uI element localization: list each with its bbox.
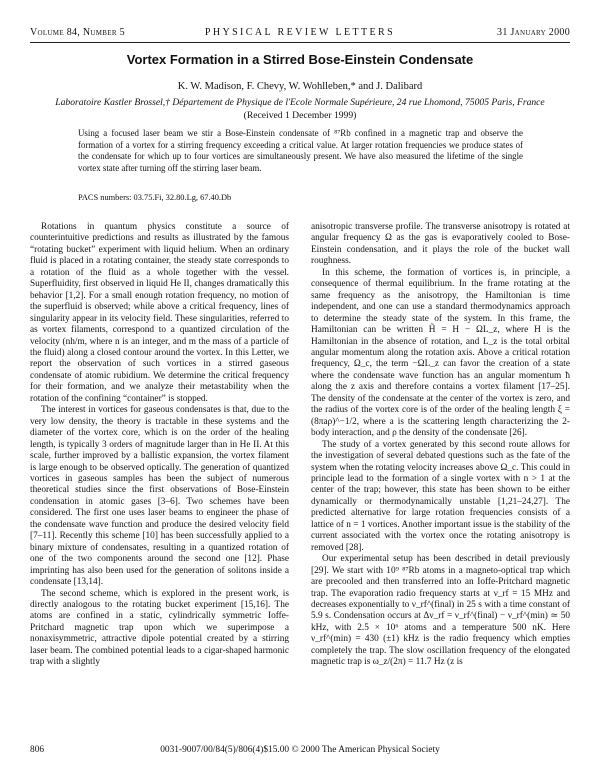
header-rule: [30, 42, 570, 43]
issue-date: 31 January 2000: [497, 27, 570, 38]
received-date: (Received 1 December 1999): [243, 110, 357, 121]
paragraph: The study of a vortex generated by this second route allows for the investigation of several debated questions such as the fate of the system when the rotating velocity increases above Ω_c. This could in principle lead to the formation of a single vortex with n > 1 at the center of the trap; however, this state has been shown to be either dynamically or thermodynamically unstable [1,21–24,27]. The predicted alternative for large rotation frequencies consists of a lattice of n = 1 vortices. Another important issue is the stability of the current associated with the vortex once the rotating anisotropy is removed [28].: [311, 439, 570, 553]
left-column: [30, 222, 289, 669]
paper-title: Vortex Formation in a Stirred Bose-Einstein Condensate: [126, 52, 474, 67]
paragraph: In this scheme, the formation of vortices is, in principle, a consequence of thermal equilibrium. In the frame rotating at the same frequency as the anisotropy, the Hamiltonian is time independent, and one can use a standard thermodynamics approach to determine the steady state of the system. In this frame, the Hamiltonian can be written H̃ = H − ΩL_z, where H is the Hamiltonian in the absence of rotation, and L_z is the total orbital angular momentum along the rotation axis. Above a critical rotation frequency, Ω_c, the term −ΩL_z can favor the creation of a state where the condensate wave function has an angular momentum ħ along the z axis and therefore contains a vortex filament [17–25]. The density of the condensate at the center of the vortex is zero, and the radius of the vortex core is of the order of the healing length ξ = (8πaρ)^−1/2, where a is the scattering length characterizing the 2-body interaction, and ρ the density of the condensate [26].: [311, 267, 570, 439]
paragraph: Our experimental setup has been described in detail previously [29]. We start with 10⁹ ⁸⁷Rb atoms in a magneto-optical trap which are precooled and then transferred into an Ioffe-Pritchard magnetic trap. The evaporation radio frequency starts at ν_rf = 15 MHz and decreases exponentially to ν_rf^(final) in 25 s with a time constant of 5.9 s. Condensation occurs at Δν_rf = ν_rf^(final) − ν_rf^(min) ≃ 50 kHz, with 2.5 × 10⁶ atoms and a temperature 500 nK. Here ν_rf^(min) = 430 (±1) kHz is the radio frequency which empties completely the trap. The slow oscillation frequency of the elongated magnetic trap is ω_z/(2π) = 11.7 Hz (z is: [311, 554, 570, 668]
abstract: Using a focused laser beam we stir a Bose-Einstein condensate of ⁸⁷Rb confined in a magnetic trap and observe the formation of a vortex for a stirring frequency exceeding a critical value. At larger rotation frequencies we produce states of the condensate for which up to four vortices are simultaneously present. We have also measured the lifetime of the single vortex state after turning off the stirring laser beam.: [78, 128, 523, 173]
volume-number: Volume 84, Number 5: [30, 27, 125, 38]
page-number: 806: [30, 745, 45, 755]
paragraph: The second scheme, which is explored in the present work, is directly analogous to the rotating bucket experiment [15,16]. The atoms are confined in a static, cylindrically symmetric Ioffe-Pritchard magnetic trap upon which we superimpose a nonaxisymmetric, attractive dipole potential created by a stirring laser beam. The combined potential leads to a cigar-shaped harmonic trap with a slightly: [30, 588, 289, 668]
pacs-numbers: PACS numbers: 03.75.Fi, 32.80.Lg, 67.40.Db: [78, 193, 232, 202]
author-list: K. W. Madison, F. Chevy, W. Wohlleben,* and J. Dalibard: [177, 81, 423, 92]
copyright-line: 0031-9007/00/84(5)/806(4)$15.00 © 2000 The American Physical Society: [160, 745, 440, 755]
right-column: [311, 222, 570, 669]
affiliation: Laboratoire Kastler Brossel,† Département de Physique de l'Ecole Normale Supérieure, 24 rue Lhomond, 75005 Paris, France: [55, 97, 545, 108]
paragraph: The interest in vortices for gaseous condensates is that, due to the very low density, the theory is tractable in these systems and the diameter of the vortex core, which is on the order of the healing length, is typically 3 orders of magnitude larger than in He II. At this scale, further improved by a ballistic expansion, the vortex filament is large enough to be observed optically. The generation of quantized vortices in gaseous samples has been the subject of numerous theoretical studies since the first observations of Bose-Einstein condensation in atomic gases [3–6]. Two schemes have been considered. The first one uses laser beams to engineer the phase of the condensate wave function and produce the desired velocity field [7–11]. Recently this scheme [10] has been successfully applied to a binary mixture of condensates, resulting in a quantized rotation of one of the two components around the second one [12]. Phase imprinting has also been used for the generation of solitons inside a condensate [13,14].: [30, 405, 289, 588]
paragraph: Rotations in quantum physics constitute a source of counterintuitive predictions and results as illustrated by the famous “rotating bucket” experiment with liquid helium. When an ordinary fluid is placed in a rotating container, the steady state corresponds to a rotation of the fluid as a whole together with the vessel. Superfluidity, first observed in liquid He II, changes dramatically this behavior [1,2]. For a small enough rotation frequency, no motion of the superfluid is observed; while above a critical frequency, lines of singularity appear in its velocity field. These singularities, referred to as vortex filaments, correspond to a quantized circulation of the velocity (nh/m, where n is an integer, and m the mass of a particle of the fluid) along a closed contour around the vortex. In this Letter, we report the observation of such vortices in a stirred gaseous condensate of atomic rubidium. We determine the critical frequency for their formation, and we analyze their metastability when the rotation of the confining “container” is stopped.: [30, 222, 289, 404]
paragraph: anisotropic transverse profile. The transverse anisotropy is rotated at angular frequency Ω as the gas is evaporatively cooled to Bose-Einstein condensation, and it plays the role of the bucket wall roughness.: [311, 222, 570, 267]
journal-name: PHYSICAL REVIEW LETTERS: [204, 27, 396, 38]
